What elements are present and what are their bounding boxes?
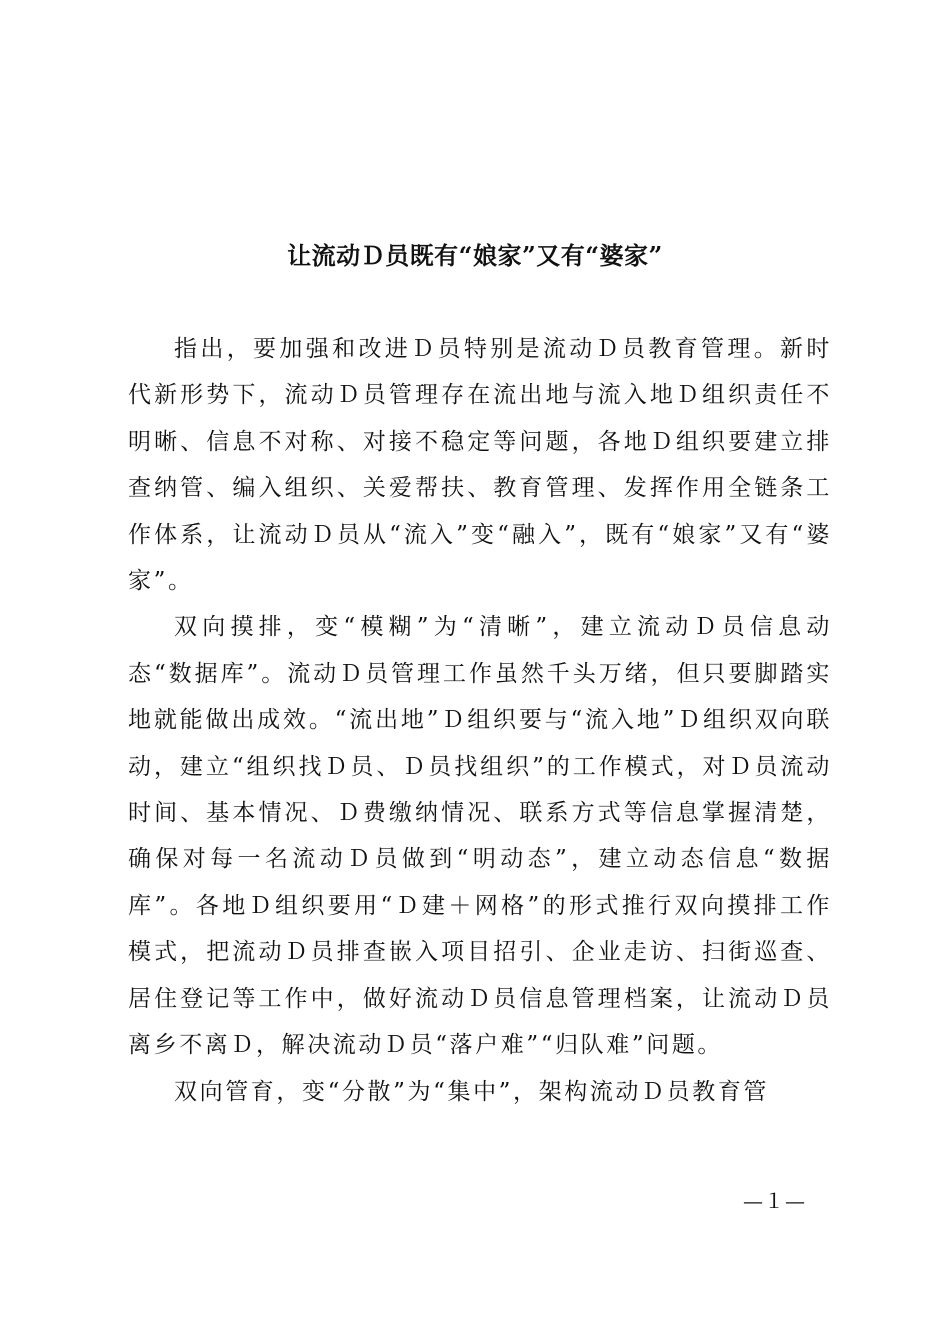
paragraph-two-way-management: 双向管育，变“分散”为“集中”，架构流动Ｄ员教育管 [174, 1078, 770, 1105]
page-number: —１— [743, 1189, 806, 1213]
paragraph-intro: 指出，要加强和改进Ｄ员特别是流动Ｄ员教育管理。新时代新形势下，流动Ｄ员管理存在流出地与流入地Ｄ组织责任不明晰、信息不对称、对接不稳定等问题，各地Ｄ组织要建立排查纳管、编入组织、关爱帮扶、教育管理、发挥作用全链条工作体系，让流动Ｄ员从“流入”变“融入”，既有“娘家”又有“婆家”。 [128, 336, 832, 595]
paragraph-two-way-survey: 双向摸排，变“模糊”为“清晰”，建立流动Ｄ员信息动态“数据库”。流动Ｄ员管理工作虽然千头万绪，但只要脚踏实地就能做出成效。“流出地”Ｄ组织要与“流入地”Ｄ组织双向联动，建立“组织找Ｄ员、Ｄ员找组织”的工作模式，对Ｄ员流动时间、基本情况、Ｄ费缴纳情况、联系方式等信息掌握清楚，确保对每一名流动Ｄ员做到“明动态”，建立动态信息“数据库”。各地Ｄ组织要用“Ｄ建＋网格”的形式推行双向摸排工作模式，把流动Ｄ员排查嵌入项目招引、企业走访、扫街巡查、居住登记等工作中，做好流动Ｄ员信息管理档案，让流动Ｄ员离乡不离Ｄ，解决流动Ｄ员“落户难”“归队难”问题。 [128, 614, 832, 1059]
document-title: 让流动Ｄ员既有“娘家”又有“婆家” [287, 241, 663, 270]
document-body [128, 326, 832, 1115]
